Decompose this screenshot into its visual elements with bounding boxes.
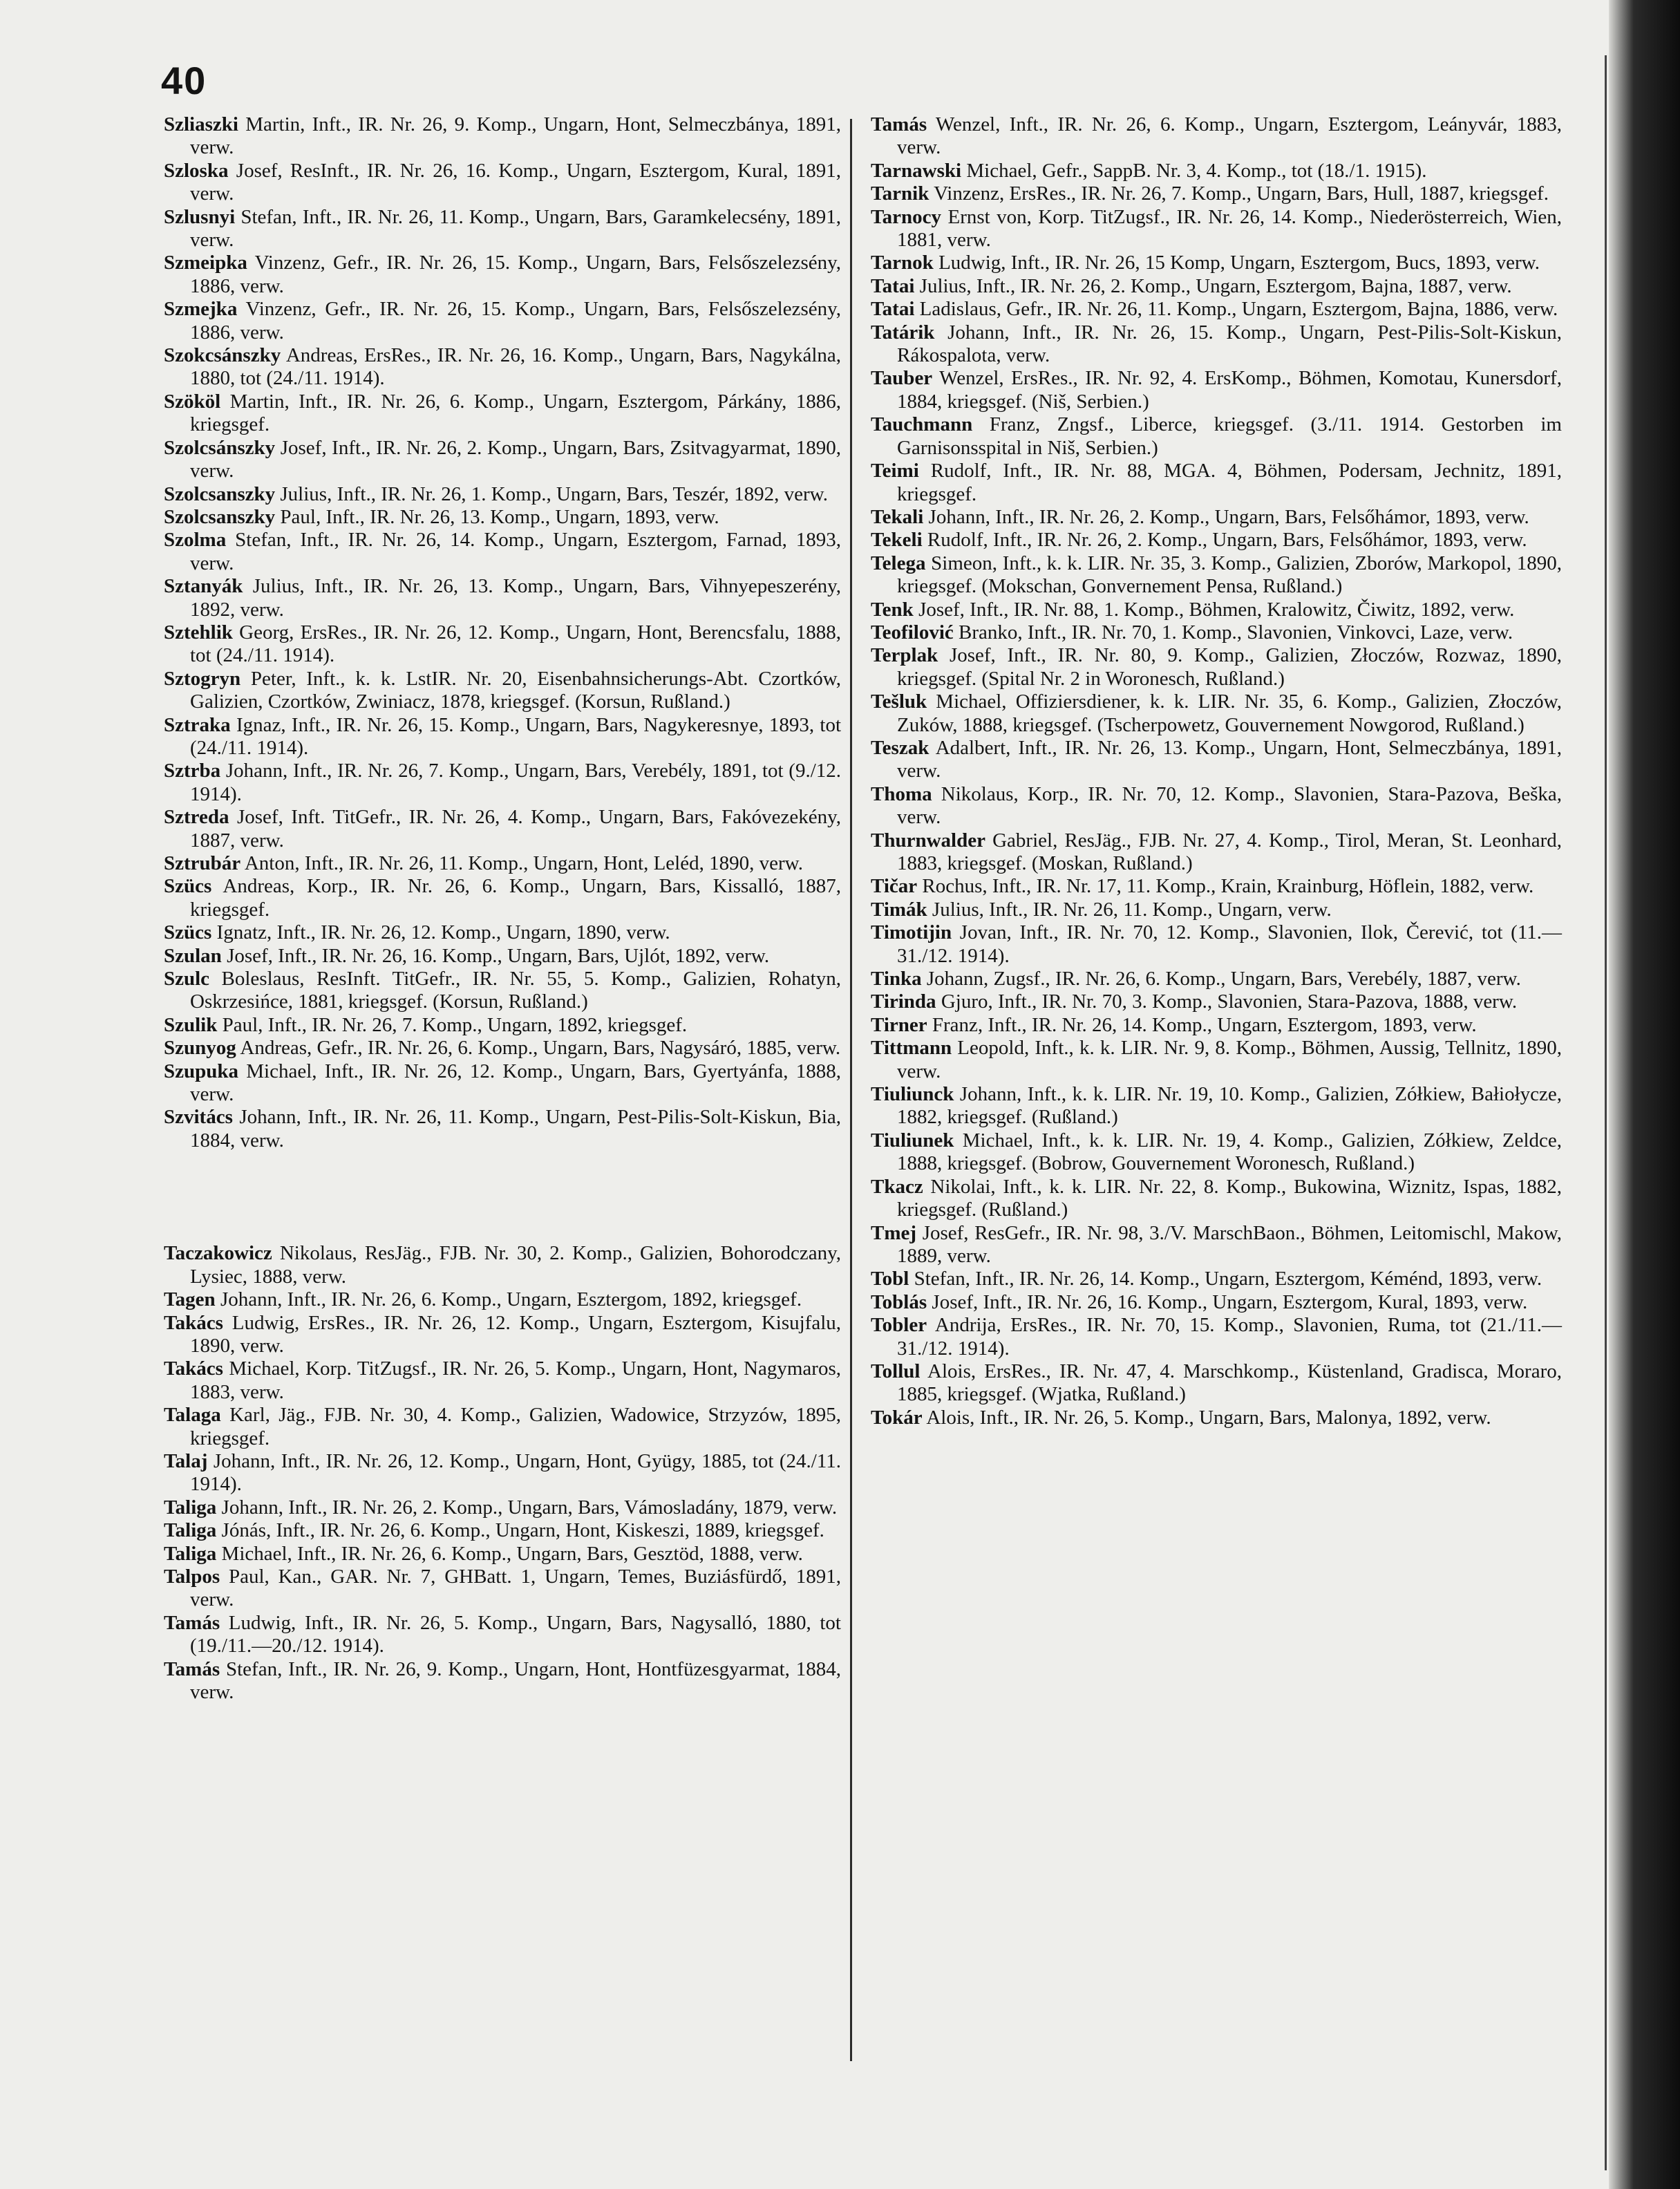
entry-details: Josef, ResGefr., IR. Nr. 98, 3./V. MarschBaon., Böhmen, Leitomischl, Makow, 1889, verw. xyxy=(897,1221,1562,1267)
entry-surname: Szlusnyi xyxy=(164,205,236,228)
entry-details: Boleslaus, ResInft. TitGefr., IR. Nr. 55, 5. Komp., Galizien, Rohatyn, Oskrzesińce, 1881, kriegsgef. (Korsun, Rußland.) xyxy=(190,968,841,1013)
entry-details: Johann, Zugsf., IR. Nr. 26, 6. Komp., Ungarn, Bars, Verebély, 1887, verw. xyxy=(921,968,1521,990)
entry-surname: Sztraka xyxy=(164,713,231,736)
entry-surname: Tiuliunek xyxy=(871,1129,954,1152)
entry-surname: Thoma xyxy=(871,782,932,805)
entry xyxy=(164,252,841,298)
entry-surname: Tokár xyxy=(871,1406,923,1429)
entry-details: Julius, Inft., IR. Nr. 26, 1. Komp., Ungarn, Bars, Teszér, 1892, verw. xyxy=(275,482,828,505)
entry xyxy=(871,552,1562,599)
entry-details: Ludwig, ErsRes., IR. Nr. 26, 12. Komp., Ungarn, Esztergom, Kisujfalu, 1890, verw. xyxy=(190,1311,841,1357)
entry-surname: Szvitács xyxy=(164,1106,233,1129)
entry xyxy=(164,1357,841,1404)
entry-surname: Taliga xyxy=(164,1519,217,1542)
entry xyxy=(164,298,841,344)
entry xyxy=(871,644,1562,690)
entry-surname: Tamás xyxy=(164,1657,220,1680)
entry xyxy=(871,690,1562,737)
entry xyxy=(871,529,1562,552)
entry-surname: Szupuka xyxy=(164,1060,239,1082)
entry-surname: Tiuliunck xyxy=(871,1083,954,1106)
entry-details: Karl, Jäg., FJB. Nr. 30, 4. Komp., Galizien, Wadowice, Strzyzów, 1895, kriegsgef. xyxy=(190,1404,841,1449)
entry-surname: Teszak xyxy=(871,736,929,759)
entry-details: Josef, Inft. TitGefr., IR. Nr. 26, 4. Komp., Ungarn, Bars, Fakóvezekény, 1887, verw. xyxy=(190,806,841,852)
entry-surname: Takács xyxy=(164,1357,223,1380)
entry-surname: Szliaszki xyxy=(164,113,238,135)
entry-surname: Thurnwalder xyxy=(871,829,985,852)
entry-details: Julius, Inft., IR. Nr. 26, 13. Komp., Ungarn, Bars, Vihnyepeszerény, 1892, verw. xyxy=(190,575,841,621)
entry-details: Paul, Inft., IR. Nr. 26, 7. Komp., Ungarn, 1892, kriegsgef. xyxy=(217,1013,688,1036)
entry-surname: Teimi xyxy=(871,460,919,482)
entry-details: Johann, Inft., IR. Nr. 26, 2. Komp., Ungarn, Bars, Felsőhámor, 1893, verw. xyxy=(923,505,1529,528)
entry xyxy=(164,437,841,483)
entry-surname: Tarnik xyxy=(871,182,929,205)
entry-details: Josef, Inft., IR. Nr. 88, 1. Komp., Böhmen, Kralowitz, Čiwitz, 1892, verw. xyxy=(913,598,1515,621)
entry xyxy=(871,599,1562,621)
entry-surname: Tešluk xyxy=(871,690,927,713)
entry xyxy=(164,1658,841,1704)
entry xyxy=(871,1407,1562,1429)
entry-details: Stefan, Inft., IR. Nr. 26, 14. Komp., Ungarn, Esztergom, Kéménd, 1893, verw. xyxy=(909,1268,1542,1290)
entry-details: Paul, Inft., IR. Nr. 26, 13. Komp., Ungarn, 1893, verw. xyxy=(275,505,719,528)
entry-surname: Tauchmann xyxy=(871,413,973,436)
entry xyxy=(871,621,1562,644)
entry-details: Franz, Inft., IR. Nr. 26, 14. Komp., Ungarn, Esztergom, 1893, verw. xyxy=(927,1013,1477,1036)
entry-surname: Szokcsánszky xyxy=(164,344,281,367)
entry-surname: Sztanyák xyxy=(164,575,243,598)
page-edge-line xyxy=(1605,55,1607,2170)
entry xyxy=(164,1288,841,1311)
entry xyxy=(871,829,1562,876)
entry-surname: Tobler xyxy=(871,1314,927,1337)
entry-surname: Tirinda xyxy=(871,990,936,1013)
entry-surname: Sztrubár xyxy=(164,852,241,874)
entry xyxy=(871,321,1562,368)
entry-details: Josef, ResInft., IR. Nr. 26, 16. Komp., Ungarn, Esztergom, Kural, 1891, verw. xyxy=(190,159,841,205)
column-divider xyxy=(850,119,852,2061)
entry xyxy=(164,391,841,437)
entry-surname: Szulik xyxy=(164,1013,218,1036)
entry-surname: Szücs xyxy=(164,875,212,898)
entry xyxy=(871,990,1562,1013)
entry-details: Adalbert, Inft., IR. Nr. 26, 13. Komp., Ungarn, Hont, Selmeczbánya, 1891, verw. xyxy=(897,736,1562,782)
entry xyxy=(871,875,1562,898)
section-t-entries xyxy=(164,1242,841,1704)
entry-details: Andreas, ErsRes., IR. Nr. 26, 16. Komp., Ungarn, Bars, Nagykálna, 1880, tot (24./11. 1914). xyxy=(190,344,841,390)
entry xyxy=(164,1060,841,1107)
entry xyxy=(164,575,841,621)
entry-surname: Szmejka xyxy=(164,298,238,321)
entry xyxy=(871,968,1562,990)
entry xyxy=(164,1519,841,1542)
entry xyxy=(871,1291,1562,1314)
entry-surname: Szolcsanszky xyxy=(164,482,276,505)
entry-details: Julius, Inft., IR. Nr. 26, 11. Komp., Ungarn, verw. xyxy=(927,898,1332,921)
entry-details: Ignatz, Inft., IR. Nr. 26, 12. Komp., Ungarn, 1890, verw. xyxy=(211,921,670,944)
entry-details: Jovan, Inft., IR. Nr. 70, 12. Komp., Slavonien, Ilok, Čerević, tot (11.—31./12. 1914). xyxy=(897,921,1562,967)
entry-surname: Tollul xyxy=(871,1360,921,1382)
entry-details: Rudolf, Inft., IR. Nr. 88, MGA. 4, Böhmen, Podersam, Jechnitz, 1891, kriegsgef. xyxy=(897,460,1562,505)
page-binding-edge xyxy=(1609,0,1680,2189)
entry-details: Ludwig, Inft., IR. Nr. 26, 5. Komp., Ungarn, Bars, Nagysalló, 1880, tot (19./11.—20./12. 1914). xyxy=(190,1611,841,1657)
entry-surname: Tobl xyxy=(871,1268,909,1290)
entry-surname: Talpos xyxy=(164,1565,220,1588)
entry-surname: Tatai xyxy=(871,274,915,297)
entry-details: Vinzenz, ErsRes., IR. Nr. 26, 7. Komp., Ungarn, Bars, Hull, 1887, kriegsgef. xyxy=(929,182,1549,205)
entry-surname: Taliga xyxy=(164,1542,217,1565)
entry-details: Ladislaus, Gefr., IR. Nr. 26, 11. Komp., Ungarn, Esztergom, Bajna, 1886, verw. xyxy=(914,298,1558,321)
entry-surname: Szücs xyxy=(164,921,212,944)
entry xyxy=(871,1037,1562,1083)
entry-details: Michael, Korp. TitZugsf., IR. Nr. 26, 5. Komp., Ungarn, Hont, Nagymaros, 1883, verw. xyxy=(190,1357,841,1403)
entry-surname: Tekeli xyxy=(871,529,923,552)
entry-details: Nikolai, Inft., k. k. LIR. Nr. 22, 8. Komp., Bukowina, Wiznitz, Ispas, 1882, kriegsgef. (Rußland.) xyxy=(897,1175,1562,1221)
entry-surname: Tarnocy xyxy=(871,205,942,228)
entry-surname: Takács xyxy=(164,1311,223,1334)
entry-surname: Teofilović xyxy=(871,621,954,643)
entry-details: Jónás, Inft., IR. Nr. 26, 6. Komp., Ungarn, Hont, Kiskeszi, 1889, kriegsgef. xyxy=(216,1519,824,1542)
entry-details: Branko, Inft., IR. Nr. 70, 1. Komp., Slavonien, Vinkovci, Laze, verw. xyxy=(953,621,1513,643)
entry-details: Julius, Inft., IR. Nr. 26, 2. Komp., Ungarn, Esztergom, Bajna, 1887, verw. xyxy=(914,274,1512,297)
entry xyxy=(871,737,1562,783)
entry-surname: Taliga xyxy=(164,1496,217,1519)
entry-details: Gjuro, Inft., IR. Nr. 70, 3. Komp., Slavonien, Stara-Pazova, 1888, verw. xyxy=(936,990,1518,1013)
entry xyxy=(871,899,1562,921)
entry-details: Andrija, ErsRes., IR. Nr. 70, 15. Komp., Slavonien, Ruma, tot (21./11.—31./12. 1914). xyxy=(897,1314,1562,1360)
right-column xyxy=(871,113,1562,1429)
entry-details: Ignaz, Inft., IR. Nr. 26, 15. Komp., Ungarn, Bars, Nagykeresnye, 1893, tot (24./11. 1914). xyxy=(190,713,841,759)
entry xyxy=(871,275,1562,298)
entry-surname: Sztrba xyxy=(164,760,221,782)
entry-surname: Szmeipka xyxy=(164,252,247,274)
entry xyxy=(164,1014,841,1037)
entry xyxy=(871,1314,1562,1360)
entry xyxy=(871,182,1562,205)
entry-details: Johann, Inft., IR. Nr. 26, 6. Komp., Ungarn, Esztergom, 1892, kriegsgef. xyxy=(215,1288,802,1311)
entry-details: Simeon, Inft., k. k. LIR. Nr. 35, 3. Komp., Galizien, Zborów, Markopol, 1890, kriegsgef. (Mokschan, Gonvernement Pensa, Rußland.) xyxy=(897,552,1562,598)
entry xyxy=(871,206,1562,252)
entry xyxy=(164,806,841,852)
entry-details: Martin, Inft., IR. Nr. 26, 9. Komp., Ungarn, Hont, Selmeczbánya, 1891, verw. xyxy=(190,113,841,159)
entry xyxy=(164,760,841,806)
entry-details: Wenzel, ErsRes., IR. Nr. 92, 4. ErsKomp., Böhmen, Komotau, Kunersdorf, 1884, kriegsgef. (Niš, Serbien.) xyxy=(897,367,1562,413)
entry xyxy=(164,529,841,575)
entry-details: Alois, Inft., IR. Nr. 26, 5. Komp., Ungarn, Bars, Malonya, 1892, verw. xyxy=(922,1406,1491,1429)
entry xyxy=(164,1312,841,1358)
entry-surname: Tirner xyxy=(871,1013,927,1036)
entry-surname: Taczakowicz xyxy=(164,1242,272,1265)
entry-surname: Tenk xyxy=(871,598,914,621)
entry xyxy=(164,344,841,391)
entry xyxy=(164,1612,841,1658)
entry-surname: Sztreda xyxy=(164,806,229,829)
entry-surname: Szököl xyxy=(164,390,221,413)
entry-surname: Szolma xyxy=(164,529,227,552)
entry xyxy=(164,668,841,714)
entry-surname: Tičar xyxy=(871,875,918,898)
entry xyxy=(871,1268,1562,1290)
entry-details: Franz, Zngsf., Liberce, kriegsgef. (3./11. 1914. Gestorben im Garnisonsspital in Niš, Serbien.) xyxy=(897,413,1562,459)
entry xyxy=(164,968,841,1014)
entry-surname: Tarnok xyxy=(871,252,934,274)
left-column xyxy=(164,113,841,1704)
entry xyxy=(164,621,841,668)
entry xyxy=(871,298,1562,321)
entry-surname: Tamás xyxy=(164,1611,220,1634)
entry xyxy=(871,1222,1562,1268)
entry xyxy=(871,160,1562,182)
entry-details: Johann, Inft., IR. Nr. 26, 2. Komp., Ungarn, Bars, Vámosladány, 1879, verw. xyxy=(216,1496,838,1519)
entry-surname: Szolcsánszky xyxy=(164,436,276,459)
entry-details: Josef, Inft., IR. Nr. 26, 16. Komp., Ungarn, Esztergom, Kural, 1893, verw. xyxy=(927,1290,1528,1313)
entry xyxy=(164,1242,841,1288)
entry xyxy=(871,921,1562,968)
entry xyxy=(871,1360,1562,1407)
entry xyxy=(871,413,1562,460)
entry-details: Anton, Inft., IR. Nr. 26, 11. Komp., Ungarn, Hont, Leléd, 1890, verw. xyxy=(240,852,803,874)
entry-surname: Szloska xyxy=(164,159,229,182)
entry-details: Stefan, Inft., IR. Nr. 26, 14. Komp., Ungarn, Esztergom, Farnad, 1893, verw. xyxy=(190,529,841,574)
entry-details: Andreas, Korp., IR. Nr. 26, 6. Komp., Ungarn, Bars, Kissalló, 1887, kriegsgef. xyxy=(190,875,841,921)
entry xyxy=(164,506,841,529)
entry-surname: Telega xyxy=(871,552,926,574)
entry-details: Michael, Gefr., SappB. Nr. 3, 4. Komp., tot (18./1. 1915). xyxy=(961,159,1427,182)
entry-details: Peter, Inft., k. k. LstIR. Nr. 20, Eisenbahnsicherungs-Abt. Czortków, Galizien, Czortków, Zwiniacz, 1878, kriegsgef. (Korsun, Rußland.) xyxy=(190,667,841,713)
entry-surname: Tarnawski xyxy=(871,159,962,182)
entry-surname: Szunyog xyxy=(164,1037,236,1060)
entry xyxy=(164,206,841,252)
entry xyxy=(164,1450,841,1496)
entry-surname: Toblás xyxy=(871,1290,927,1313)
entry-surname: Talaga xyxy=(164,1404,221,1427)
entry-details: Alois, ErsRes., IR. Nr. 47, 4. Marschkomp., Küstenland, Gradisca, Moraro, 1885, kriegsgef. (Wjatka, Rußland.) xyxy=(897,1360,1562,1406)
section-gap xyxy=(164,1152,841,1242)
entry-details: Johann, Inft., IR. Nr. 26, 11. Komp., Ungarn, Pest-Pilis-Solt-Kiskun, Bia, 1884, verw. xyxy=(190,1106,841,1152)
entry-surname: Szolcsanszky xyxy=(164,505,276,528)
entry-details: Georg, ErsRes., IR. Nr. 26, 12. Komp., Ungarn, Hont, Berencsfalu, 1888, tot (24./11. 1914). xyxy=(190,621,841,667)
entry xyxy=(164,1543,841,1566)
entry-surname: Tekali xyxy=(871,505,924,528)
page-number: 40 xyxy=(161,59,207,102)
entry-details: Michael, Inft., k. k. LIR. Nr. 19, 4. Komp., Galizien, Zółkiew, Zeldce, 1888, kriegsgef. (Bobrow, Gouvernement Woronesch, Rußland.) xyxy=(897,1129,1562,1175)
entry-details: Johann, Inft., IR. Nr. 26, 15. Komp., Ungarn, Pest-Pilis-Solt-Kiskun, Rákospalota, verw. xyxy=(897,321,1562,367)
entry xyxy=(871,1083,1562,1129)
entry-details: Michael, Inft., IR. Nr. 26, 6. Komp., Ungarn, Bars, Gesztöd, 1888, verw. xyxy=(216,1542,803,1565)
entry xyxy=(164,1106,841,1152)
entry-surname: Timotijin xyxy=(871,921,952,944)
entry-surname: Tamás xyxy=(871,113,927,135)
entry-surname: Tinka xyxy=(871,968,922,990)
entry-details: Vinzenz, Gefr., IR. Nr. 26, 15. Komp., Ungarn, Bars, Felsőszelezsény, 1886, verw. xyxy=(190,252,841,297)
entry xyxy=(164,483,841,506)
entry-details: Ernst von, Korp. TitZugsf., IR. Nr. 26, 14. Komp., Niederösterreich, Wien, 1881, verw. xyxy=(897,205,1562,252)
entry-surname: Tauber xyxy=(871,367,933,390)
entry-details: Josef, Inft., IR. Nr. 26, 2. Komp., Ungarn, Bars, Zsitvagyarmat, 1890, verw. xyxy=(190,436,841,482)
entry xyxy=(164,1037,841,1060)
entry-surname: Tittmann xyxy=(871,1037,952,1060)
entry xyxy=(871,367,1562,413)
entry xyxy=(164,113,841,160)
entry-details: Josef, Inft., IR. Nr. 26, 16. Komp., Ungarn, Bars, Ujlót, 1892, verw. xyxy=(221,944,770,967)
entry-details: Johann, Inft., IR. Nr. 26, 7. Komp., Ungarn, Bars, Verebély, 1891, tot (9./12. 1914). xyxy=(190,760,841,805)
entry-surname: Talaj xyxy=(164,1449,208,1472)
entry-surname: Tmej xyxy=(871,1221,917,1244)
entry xyxy=(871,1176,1562,1222)
entry xyxy=(164,945,841,968)
entry-surname: Tagen xyxy=(164,1288,216,1311)
entry-details: Johann, Inft., k. k. LIR. Nr. 19, 10. Komp., Galizien, Zółkiew, Bałiołycze, 1882, kriegsgef. (Rußland.) xyxy=(897,1083,1562,1129)
entry-surname: Terplak xyxy=(871,644,938,667)
entry xyxy=(871,1014,1562,1037)
entry-details: Vinzenz, Gefr., IR. Nr. 26, 15. Komp., Ungarn, Bars, Felsőszelezsény, 1886, verw. xyxy=(190,298,841,344)
entry-details: Nikolaus, Korp., IR. Nr. 70, 12. Komp., Slavonien, Stara-Pazova, Beška, verw. xyxy=(897,782,1562,829)
entry xyxy=(871,783,1562,829)
entry xyxy=(164,852,841,875)
right-column-entries xyxy=(871,113,1562,1429)
entry xyxy=(871,252,1562,274)
entry-details: Paul, Kan., GAR. Nr. 7, GHBatt. 1, Ungarn, Temes, Buziásfürdő, 1891, verw. xyxy=(190,1565,841,1611)
entry-details: Nikolaus, ResJäg., FJB. Nr. 30, 2. Komp., Galizien, Bohorodczany, Lysiec, 1888, verw. xyxy=(190,1242,841,1288)
entry xyxy=(871,460,1562,506)
entry xyxy=(164,1404,841,1450)
entry-details: Leopold, Inft., k. k. LIR. Nr. 9, 8. Komp., Böhmen, Aussig, Tellnitz, 1890, verw. xyxy=(897,1037,1562,1082)
entry-details: Rudolf, Inft., IR. Nr. 26, 2. Komp., Ungarn, Bars, Felsőhámor, 1893, verw. xyxy=(922,529,1527,552)
entry-surname: Szulan xyxy=(164,944,222,967)
entry xyxy=(164,1566,841,1612)
entry xyxy=(164,1496,841,1519)
entry-details: Gabriel, ResJäg., FJB. Nr. 27, 4. Komp., Tirol, Meran, St. Leonhard, 1883, kriegsgef. (Moskan, Rußland.) xyxy=(897,829,1562,874)
entry-details: Josef, Inft., IR. Nr. 80, 9. Komp., Galizien, Złoczów, Rozwaz, 1890, kriegsgef. (Spital Nr. 2 in Woronesch, Rußland.) xyxy=(897,644,1562,690)
entry-details: Andreas, Gefr., IR. Nr. 26, 6. Komp., Ungarn, Bars, Nagysáró, 1885, verw. xyxy=(236,1037,841,1060)
entry xyxy=(871,113,1562,160)
entry-details: Johann, Inft., IR. Nr. 26, 12. Komp., Ungarn, Hont, Gyügy, 1885, tot (24./11. 1914). xyxy=(190,1449,841,1496)
entry-surname: Szulc xyxy=(164,968,210,990)
entry-surname: Sztogryn xyxy=(164,667,241,690)
entry xyxy=(871,1129,1562,1176)
entry-surname: Tkacz xyxy=(871,1175,923,1198)
entry-details: Michael, Offiziersdiener, k. k. LIR. Nr. 35, 6. Komp., Galizien, Złoczów, Zuków, 1888, kriegsgef. (Tscherpowetz, Gouvernement Nowgorod, Rußland.) xyxy=(897,690,1562,736)
entry-details: Ludwig, Inft., IR. Nr. 26, 15 Komp, Ungarn, Esztergom, Bucs, 1893, verw. xyxy=(933,252,1540,274)
entry-surname: Tatai xyxy=(871,298,915,321)
entry-details: Martin, Inft., IR. Nr. 26, 6. Komp., Ungarn, Esztergom, Párkány, 1886, kriegsgef. xyxy=(190,390,841,436)
entry xyxy=(871,506,1562,529)
entry-details: Stefan, Inft., IR. Nr. 26, 11. Komp., Ungarn, Bars, Garamkelecsény, 1891, verw. xyxy=(190,205,841,252)
entry-details: Michael, Inft., IR. Nr. 26, 12. Komp., Ungarn, Bars, Gyertyánfa, 1888, verw. xyxy=(190,1060,841,1106)
entry xyxy=(164,921,841,944)
entry xyxy=(164,160,841,206)
entry xyxy=(164,875,841,921)
entry-surname: Tatárik xyxy=(871,321,935,344)
section-s-entries xyxy=(164,113,841,1152)
entry-details: Wenzel, Inft., IR. Nr. 26, 6. Komp., Ungarn, Esztergom, Leányvár, 1883, verw. xyxy=(897,113,1562,159)
entry-details: Stefan, Inft., IR. Nr. 26, 9. Komp., Ungarn, Hont, Hontfüzesgyarmat, 1884, verw. xyxy=(190,1657,841,1703)
entry-details: Rochus, Inft., IR. Nr. 17, 11. Komp., Krain, Krainburg, Höflein, 1882, verw. xyxy=(917,875,1534,898)
entry xyxy=(164,714,841,760)
entry-surname: Sztehlik xyxy=(164,621,233,643)
entry-surname: Timák xyxy=(871,898,927,921)
